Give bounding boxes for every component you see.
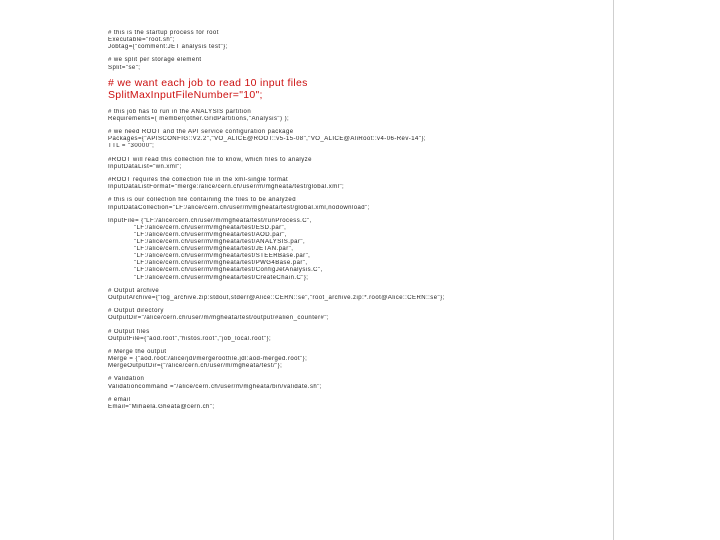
input-file-entry: "LF:/alice/cern.ch/user/m/mgheata/test/ConfigJetAnalysis.C", — [134, 267, 323, 274]
code-line: Packages={"APISCONFIG::V2.2","VO_ALICE@ROOT::v5-15-08","VO_ALICE@AliRoot::v4-06-Rev-14"}; — [108, 136, 426, 143]
input-file-entry: "LF:/alice/cern.ch/user/m/mgheata/test/STEERBase.par", — [134, 253, 311, 260]
code-line: InputDataList="wn.xml"; — [108, 163, 182, 170]
block-merge — [108, 349, 603, 370]
block-split-max-highlight — [108, 77, 603, 101]
block-input-format — [108, 177, 603, 191]
code-line: OutputArchive={"log_archive.zip:stdout,stderr@Alice::CERN::se","root_archive.zip:*.root@Alice::CERN::se"}; — [108, 294, 445, 301]
block-input-file — [108, 218, 603, 282]
block-output-dir — [108, 308, 603, 322]
comment-line: # Output directory — [108, 308, 164, 315]
comment-line: # this is the startup process for root — [108, 30, 219, 36]
block-requirements — [108, 109, 603, 123]
code-line: OutputDir="/alice/cern.ch/user/m/mgheata/test/output/#alien_counter#"; — [108, 315, 330, 322]
block-output-archive — [108, 288, 603, 302]
code-line: MergeOutputDir={"/alice/cern.ch/user/m/mgheata/test/"}; — [108, 363, 283, 370]
code-line: Requirements=( member(other.GridPartitions,"Analysis") ); — [108, 115, 290, 122]
block-packages — [108, 129, 603, 150]
code-line: Split="se"; — [108, 64, 141, 71]
code-line: Email="Mihaela.Gheata@cern.ch"; — [108, 403, 215, 410]
comment-line: #ROOT will read this collection file to know, which files to analyze — [108, 156, 312, 163]
block-output-files — [108, 329, 603, 343]
comment-line: # this job has to run in the ANALYSIS partition — [108, 108, 252, 115]
block-split — [108, 57, 603, 71]
block-email — [108, 397, 603, 411]
input-file-entry: "LF:/alice/cern.ch/user/m/mgheata/test/PWG4Base.par", — [134, 260, 308, 267]
comment-line: # this is our collection file containing the files to be analyzed — [108, 197, 297, 204]
code-line: InputDataCollection="LF:/alice/cern.ch/user/m/mgheata/test/global.xml,nodownload"; — [108, 204, 370, 211]
jdl-document — [108, 30, 603, 417]
comment-line: # Validation — [108, 376, 145, 383]
code-line: Merge = {"aod.root:/alice/jdl/mergerootfile.jdl:aod-merged.root"}; — [108, 356, 308, 363]
code-line: InputDataListFormat="merge:/alice/cern.ch/user/m/mgheata/test/global.xml"; — [108, 184, 345, 191]
code-line: Validationcommand ="/alice/cern.ch/user/m/mgheata/bin/validate.sh"; — [108, 383, 322, 390]
block-validation — [108, 376, 603, 390]
comment-line: # we need ROOT and the API service configuration package — [108, 129, 294, 136]
page-edge-divider — [613, 0, 614, 540]
code-line: OutputFile={"aod.root","histos.root","job_local.root"}; — [108, 335, 272, 342]
comment-line: # Output archive — [108, 287, 160, 294]
comment-line: # Output files — [108, 328, 150, 335]
comment-line: # Merge the output — [108, 348, 167, 355]
input-file-entry: "LF:/alice/cern.ch/user/m/mgheata/test/AOD.par", — [134, 232, 287, 238]
block-input-data — [108, 157, 603, 171]
comment-line: # we split per storage element — [108, 57, 202, 64]
code-line: InputFile= {"LF:/alice/cern.ch/user/m/mgheata/test/runProcess.C", — [108, 217, 312, 224]
code-line: Jobtag={"comment:JET analysis test"}; — [108, 44, 228, 51]
input-file-entry: "LF:/alice/cern.ch/user/m/mgheata/test/JETAN.par", — [134, 246, 294, 253]
comment-line: # email — [108, 396, 131, 403]
block-startup — [108, 30, 603, 51]
block-collection — [108, 197, 603, 211]
highlight-code-line: SplitMaxInputFileNumber="10"; — [108, 88, 263, 101]
code-line: TTL = "30000"; — [108, 143, 155, 150]
input-file-entry: "LF:/alice/cern.ch/user/m/mgheata/test/ANALYSIS.par", — [134, 239, 306, 246]
input-file-entry: "LF:/alice/cern.ch/user/m/mgheata/test/ESD.par", — [134, 224, 287, 231]
highlight-comment-line: # we want each job to read 10 input files — [108, 76, 308, 89]
comment-line: #ROOT requires the collection file in the xml-single format — [108, 177, 289, 184]
code-line: Executable="root.sh"; — [108, 37, 175, 44]
input-file-entry: "LF:/alice/cern.ch/user/m/mgheata/test/CreateChain.C"}; — [134, 274, 309, 281]
